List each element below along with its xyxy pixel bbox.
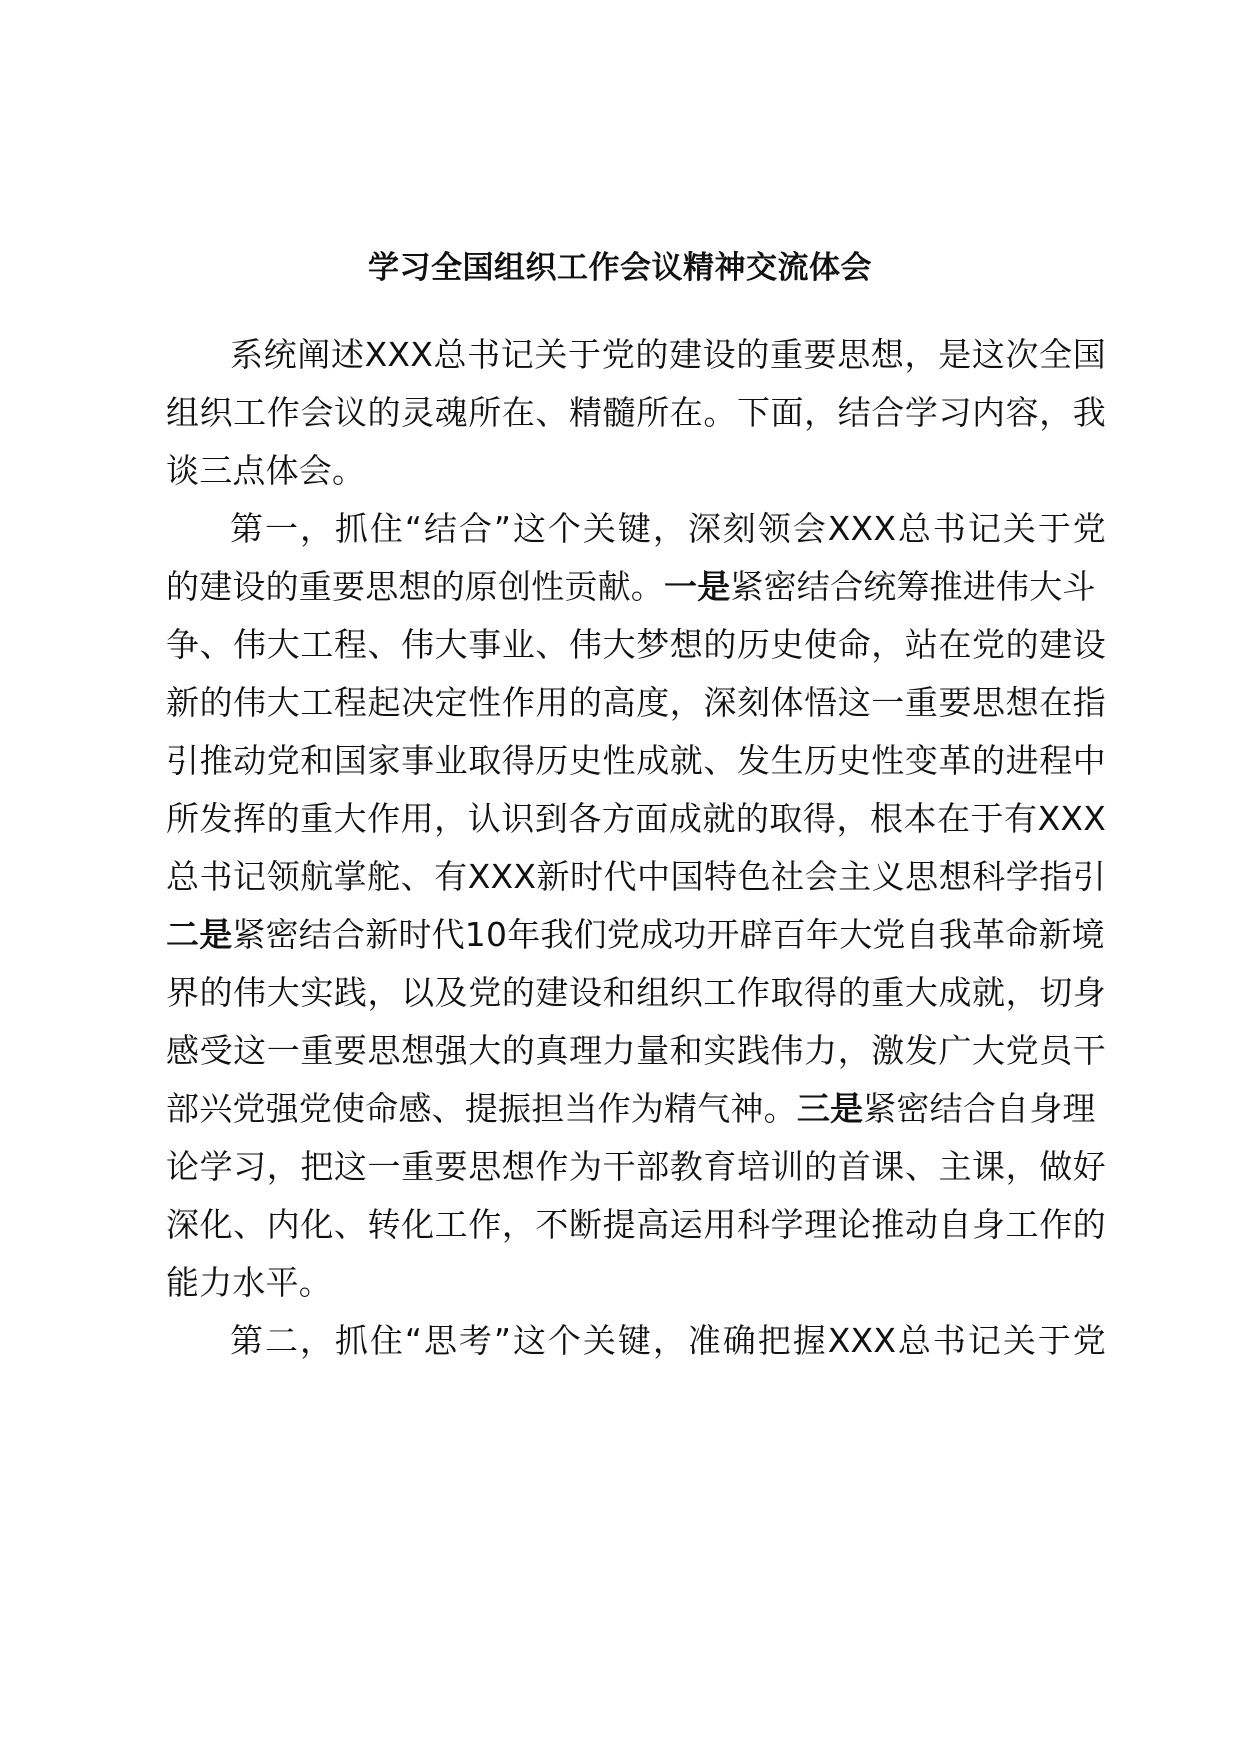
paragraph-line	[166, 555, 1106, 619]
paragraph-line: 系统阐述XXX总书记关于党的建设的重要思想，是这次全国	[230, 335, 1106, 374]
paragraph-line: 第二，抓住“思考”这个关键，准确把握XXX总书记关于党	[230, 1321, 1106, 1360]
paragraph-line	[166, 1077, 1106, 1141]
paragraph-line: 深化、内化、转化工作，不断提高运用科学理论推动自身工作的	[166, 1205, 1106, 1244]
paragraph-text: 部兴党强党使命感、提振担当作为精气神。	[166, 1089, 797, 1128]
paragraph-line: 组织工作会议的灵魂所在、精髓所在。下面，结合学习内容，我	[166, 393, 1106, 432]
paragraph-line: 界的伟大实践，以及党的建设和组织工作取得的重大成就，切身	[166, 973, 1106, 1012]
paragraph-line	[166, 903, 1106, 967]
paragraph-line: 总书记领航掌舵、有XXX新时代中国特色社会主义思想科学指引	[166, 857, 1106, 896]
paragraph-line: 所发挥的重大作用，认识到各方面成就的取得，根本在于有XXX	[166, 799, 1106, 838]
paragraph-text: 紧密结合统筹推进伟大斗	[730, 567, 1096, 606]
paragraph-line: 第一，抓住“结合”这个关键，深刻领会XXX总书记关于党	[230, 509, 1106, 548]
paragraph-text: 紧密结合新时代10年我们党成功开辟百年大党自我革命新境	[232, 915, 1105, 954]
point-marker: 一是	[664, 567, 731, 606]
paragraph-line: 争、伟大工程、伟大事业、伟大梦想的历史使命，站在党的建设	[166, 625, 1106, 664]
paragraph-line: 谈三点体会。	[166, 451, 366, 490]
point-marker: 二是	[166, 915, 233, 954]
document-title: 学习全国组织工作会议精神交流体会	[368, 250, 872, 286]
paragraph-text: 的建设的重要思想的原创性贡献。	[166, 567, 664, 606]
paragraph-line: 感受这一重要思想强大的真理力量和实践伟力，激发广大党员干	[166, 1031, 1106, 1070]
paragraph-line: 引推动党和国家事业取得历史性成就、发生历史性变革的进程中	[166, 741, 1106, 780]
paragraph-line: 新的伟大工程起决定性作用的高度，深刻体悟这一重要思想在指	[166, 683, 1106, 722]
point-marker: 三是	[796, 1089, 864, 1128]
paragraph-line: 能力水平。	[166, 1263, 332, 1302]
paragraph-text: 紧密结合自身理	[863, 1089, 1096, 1128]
paragraph-line: 论学习，把这一重要思想作为干部教育培训的首课、主课，做好	[166, 1147, 1106, 1186]
